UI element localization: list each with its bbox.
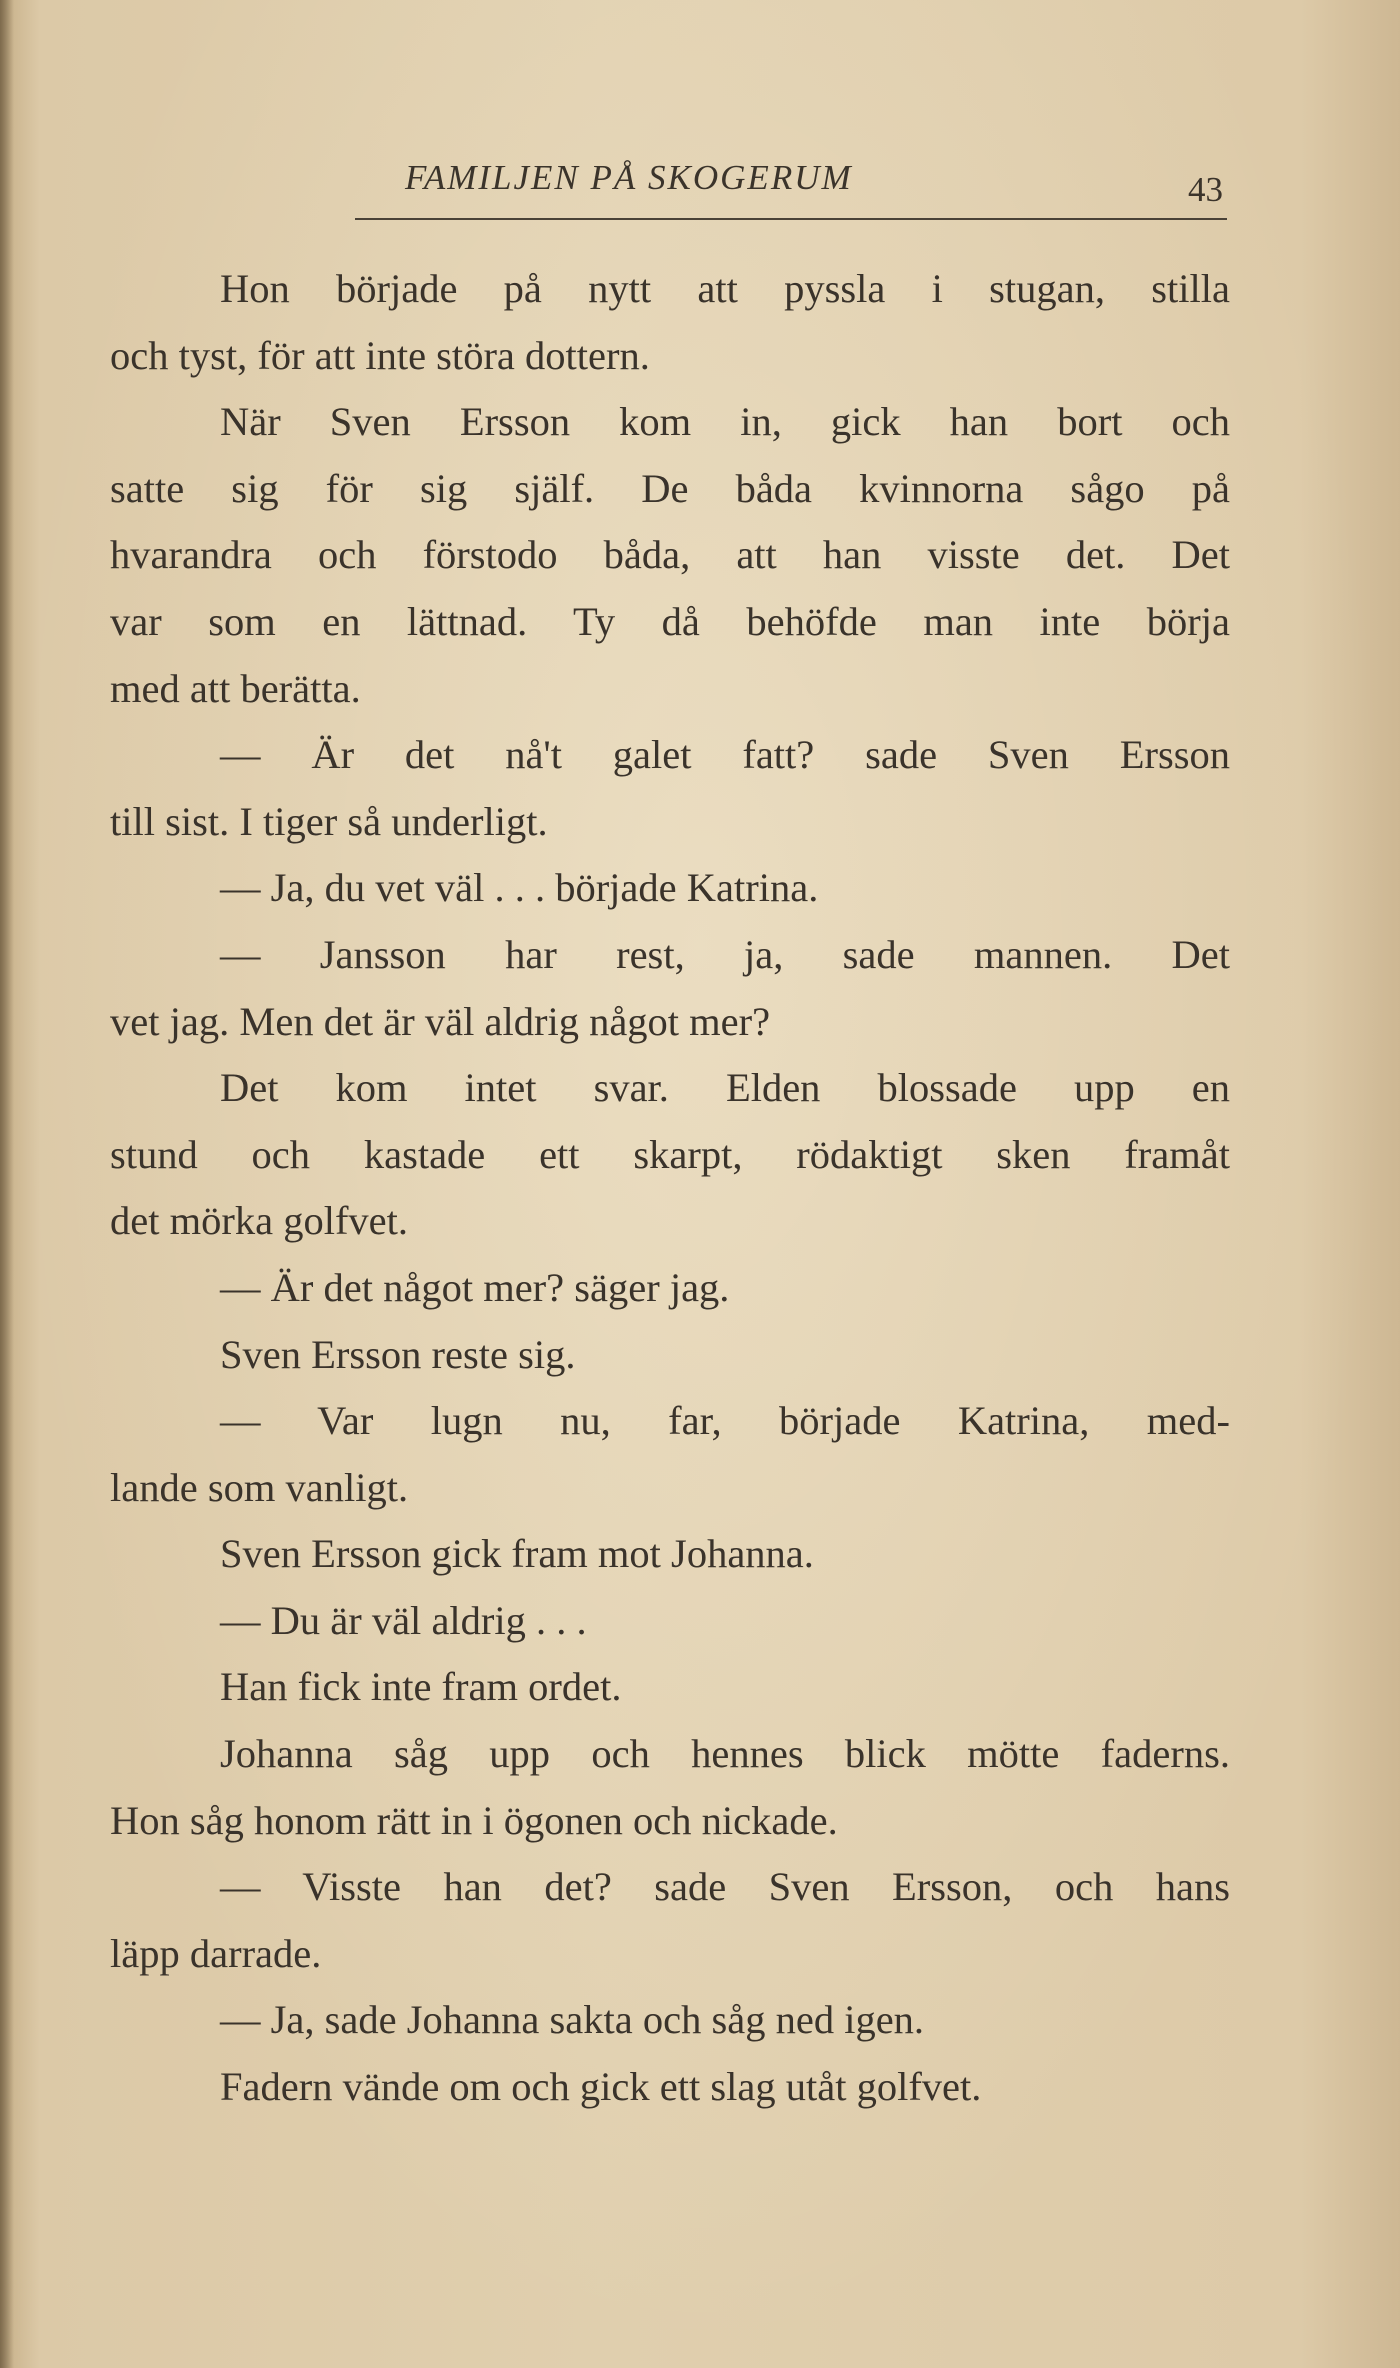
text-line: till sist. I tiger så underligt. bbox=[110, 798, 548, 844]
text-line: lande som vanligt. bbox=[110, 1464, 409, 1510]
text-line: — Ja, du vet väl . . . började Katrina. bbox=[220, 865, 819, 911]
text-line: hvarandra och förstodo båda, att han visste det. Det bbox=[110, 532, 1230, 578]
text-line: Han fick inte fram ordet. bbox=[220, 1664, 622, 1710]
text-line: Sven Ersson gick fram mot Johanna. bbox=[220, 1531, 814, 1577]
body-text bbox=[110, 256, 1230, 2121]
text-line: — Var lugn nu, far, började Katrina, med- bbox=[220, 1398, 1230, 1444]
text-line: Hon började på nytt att pyssla i stugan, stilla bbox=[220, 266, 1230, 311]
running-title: FAMILJEN PÅ SKOGERUM bbox=[405, 158, 853, 197]
text-line: läpp darrade. bbox=[110, 1930, 322, 1976]
text-line: det mörka golfvet. bbox=[110, 1198, 409, 1244]
text-line: — Är det något mer? säger jag. bbox=[220, 1264, 730, 1310]
text-line: vet jag. Men det är väl aldrig något mer? bbox=[110, 998, 771, 1044]
text-line: — Jansson har rest, ja, sade mannen. Det bbox=[220, 931, 1230, 977]
page-number: 43 bbox=[1188, 170, 1223, 209]
text-line: — Visste han det? sade Sven Ersson, och hans bbox=[220, 1864, 1230, 1910]
text-line: och tyst, för att inte störa dottern. bbox=[110, 332, 650, 378]
text-line: Johanna såg upp och hennes blick mötte faderns. bbox=[220, 1731, 1230, 1777]
header-rule bbox=[355, 218, 1227, 220]
text-line: När Sven Ersson kom in, gick han bort och bbox=[220, 399, 1230, 445]
text-line: — Du är väl aldrig . . . bbox=[220, 1597, 587, 1643]
text-line: — Ja, sade Johanna sakta och såg ned igen. bbox=[220, 1997, 925, 2043]
text-line: stund och kastade ett skarpt, rödaktigt sken framåt bbox=[110, 1131, 1230, 1177]
text-line: Hon såg honom rätt in i ögonen och nickade. bbox=[110, 1797, 838, 1843]
text-line: var som en lättnad. Ty då behöfde man inte börja bbox=[110, 598, 1230, 644]
text-line: med att berätta. bbox=[110, 665, 361, 711]
text-line: Fadern vände om och gick ett slag utåt golfvet. bbox=[220, 2064, 982, 2110]
text-line: Sven Ersson reste sig. bbox=[220, 1331, 576, 1377]
text-line: satte sig för sig själf. De båda kvinnorna sågo på bbox=[110, 465, 1230, 511]
text-line: Det kom intet svar. Elden blossade upp en bbox=[220, 1065, 1230, 1111]
text-line: — Är det nå't galet fatt? sade Sven Ersson bbox=[220, 732, 1230, 778]
